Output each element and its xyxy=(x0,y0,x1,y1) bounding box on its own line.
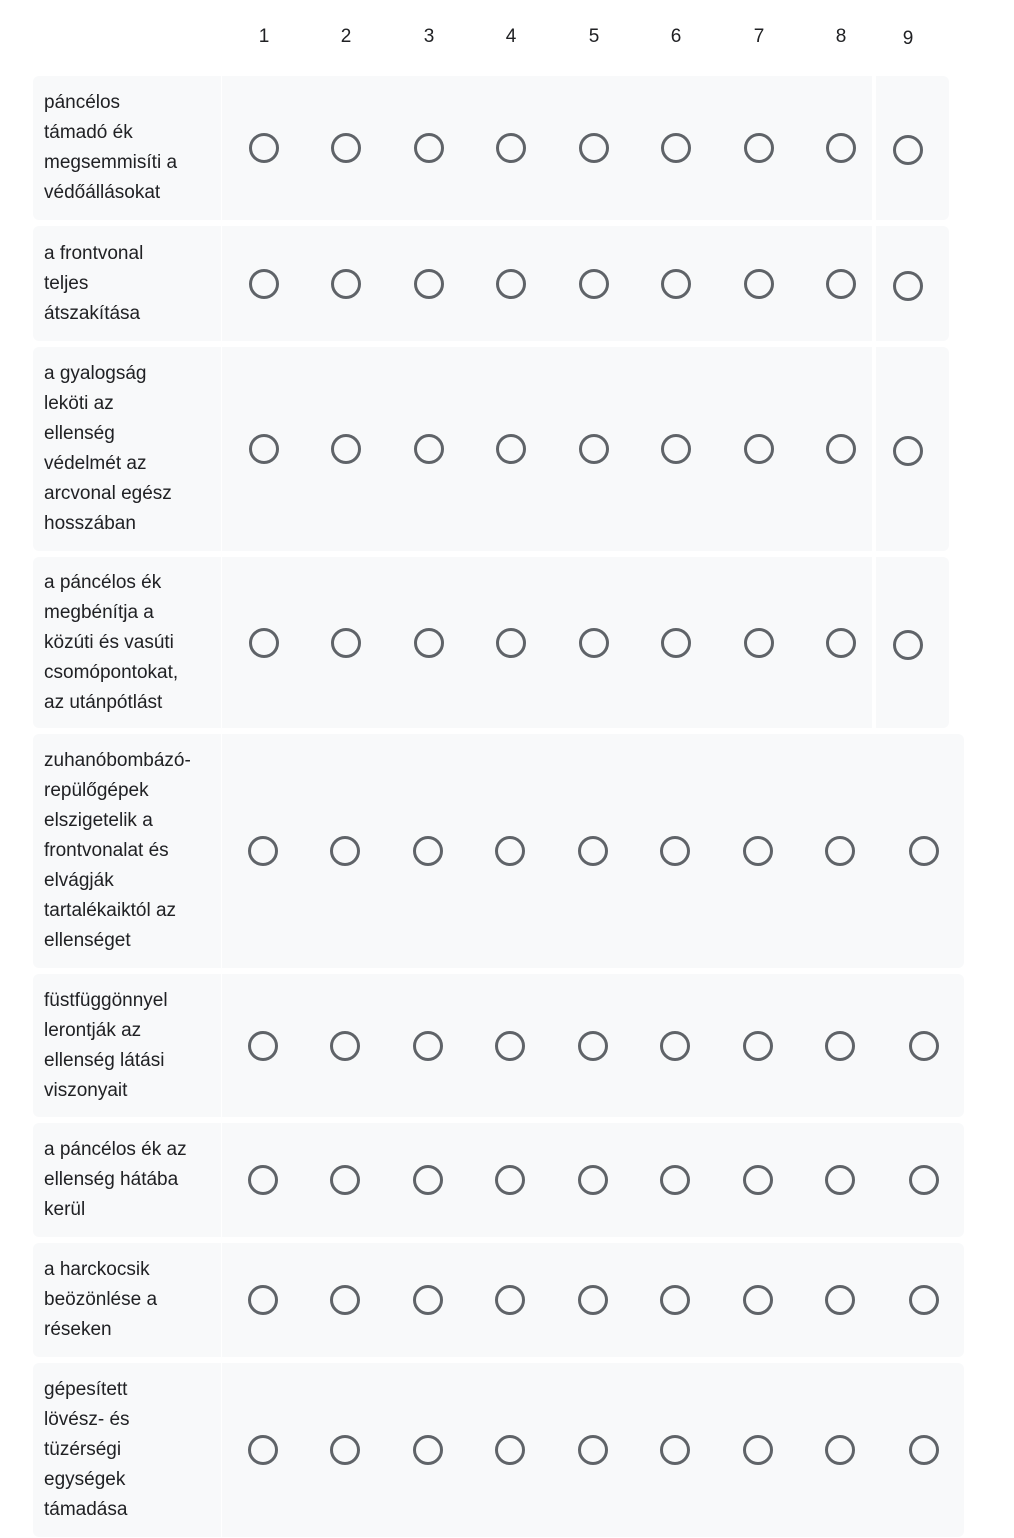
radio-option-9[interactable] xyxy=(893,271,923,301)
radio-option-9[interactable] xyxy=(893,630,923,660)
radio-option-7[interactable] xyxy=(743,836,773,866)
column-header-5: 5 xyxy=(588,26,600,47)
row-options-cell xyxy=(222,76,872,220)
column-header-1: 1 xyxy=(258,26,270,47)
row-label-line: frontvonalat és xyxy=(44,840,169,861)
row-label-cell xyxy=(33,1243,221,1357)
row-label-line: réseken xyxy=(44,1319,112,1340)
grid-row xyxy=(33,1363,964,1537)
row-label-line: páncélos xyxy=(44,92,121,113)
row-label xyxy=(44,1255,217,1345)
row-label-line: a páncélos ék az xyxy=(44,1139,187,1160)
radio-option-8[interactable] xyxy=(825,1435,855,1465)
row-label-line: a gyalogság xyxy=(44,363,147,384)
grid-row xyxy=(33,557,949,728)
radio-option-5[interactable] xyxy=(578,1165,608,1195)
row-label-line: zuhanóbombázó- xyxy=(44,750,191,771)
radio-option-7[interactable] xyxy=(744,133,774,163)
radio-option-1[interactable] xyxy=(249,269,279,299)
radio-option-8[interactable] xyxy=(826,434,856,464)
radio-option-8[interactable] xyxy=(825,1165,855,1195)
row-options-cell xyxy=(222,557,872,728)
row-label-cell xyxy=(33,226,221,341)
radio-option-3[interactable] xyxy=(413,1165,443,1195)
radio-option-7[interactable] xyxy=(744,434,774,464)
row-label-line: elvágják xyxy=(44,870,114,891)
row-label-line: füstfüggönnyel xyxy=(44,990,168,1011)
radio-option-9[interactable] xyxy=(893,135,923,165)
radio-option-1[interactable] xyxy=(248,1031,278,1061)
radio-option-5[interactable] xyxy=(578,1435,608,1465)
row-label-line: elszigetelik a xyxy=(44,810,153,831)
row-label xyxy=(44,1375,217,1525)
row-label-line: átszakítása xyxy=(44,303,141,324)
row-label-line: a frontvonal xyxy=(44,243,144,264)
row-label-line: védelmét az xyxy=(44,453,147,474)
column-header-3: 3 xyxy=(423,26,435,47)
radio-option-9[interactable] xyxy=(909,1031,939,1061)
radio-option-1[interactable] xyxy=(248,1435,278,1465)
row-label xyxy=(44,986,217,1106)
radio-option-5[interactable] xyxy=(578,1285,608,1315)
row-label-line: egységek xyxy=(44,1469,126,1490)
grid-row xyxy=(33,347,949,551)
radio-option-4[interactable] xyxy=(495,1165,525,1195)
radio-option-7[interactable] xyxy=(744,628,774,658)
grid-row xyxy=(33,1123,964,1237)
radio-option-2[interactable] xyxy=(330,836,360,866)
row-label xyxy=(44,746,217,956)
row-label-line: beözönlése a xyxy=(44,1289,158,1310)
radio-option-8[interactable] xyxy=(826,133,856,163)
radio-option-2[interactable] xyxy=(331,434,361,464)
radio-option-6[interactable] xyxy=(660,1435,690,1465)
row-label-line: tüzérségi xyxy=(44,1439,122,1460)
row-label-line: közúti és vasúti xyxy=(44,632,174,653)
row-label-line: kerül xyxy=(44,1199,86,1220)
radio-option-4[interactable] xyxy=(496,269,526,299)
radio-option-2[interactable] xyxy=(331,133,361,163)
row-label-cell xyxy=(33,347,221,551)
radio-option-5[interactable] xyxy=(579,133,609,163)
grid-row xyxy=(33,734,964,968)
grid-row xyxy=(33,1243,964,1357)
radio-option-8[interactable] xyxy=(825,836,855,866)
radio-option-2[interactable] xyxy=(331,269,361,299)
radio-option-4[interactable] xyxy=(495,1285,525,1315)
row-label-cell xyxy=(33,734,221,968)
column-header-8: 8 xyxy=(835,26,847,47)
row-label-line: ellenség látási xyxy=(44,1050,165,1071)
row-label-line: védőállásokat xyxy=(44,182,161,203)
row-label-line: ellenséget xyxy=(44,930,131,951)
row-label-line: viszonyait xyxy=(44,1080,128,1101)
radio-option-6[interactable] xyxy=(661,628,691,658)
radio-option-3[interactable] xyxy=(414,434,444,464)
radio-option-5[interactable] xyxy=(578,836,608,866)
row-label xyxy=(44,239,217,329)
row-label xyxy=(44,568,217,718)
radio-option-3[interactable] xyxy=(414,269,444,299)
column-header-7: 7 xyxy=(753,26,765,47)
row-label xyxy=(44,1135,217,1225)
radio-option-3[interactable] xyxy=(414,628,444,658)
radio-option-5[interactable] xyxy=(578,1031,608,1061)
radio-option-4[interactable] xyxy=(496,628,526,658)
column-header-9: 9 xyxy=(902,28,914,49)
radio-option-1[interactable] xyxy=(249,434,279,464)
radio-option-9[interactable] xyxy=(909,1285,939,1315)
row-options-cell xyxy=(222,226,872,341)
radio-option-1[interactable] xyxy=(248,1165,278,1195)
radio-option-2[interactable] xyxy=(330,1165,360,1195)
grid-row xyxy=(33,974,964,1117)
row-label-line: támadó ék xyxy=(44,122,133,143)
row-options-cell xyxy=(222,347,872,551)
radio-option-6[interactable] xyxy=(660,1031,690,1061)
radio-option-3[interactable] xyxy=(413,1031,443,1061)
radio-option-9[interactable] xyxy=(909,1435,939,1465)
radio-option-2[interactable] xyxy=(330,1031,360,1061)
grid-row xyxy=(33,226,949,341)
radio-option-2[interactable] xyxy=(330,1435,360,1465)
row-label-line: a harckocsik xyxy=(44,1259,150,1280)
radio-option-5[interactable] xyxy=(579,269,609,299)
radio-option-7[interactable] xyxy=(744,269,774,299)
radio-option-6[interactable] xyxy=(661,269,691,299)
radio-option-1[interactable] xyxy=(249,133,279,163)
column-header-2: 2 xyxy=(340,26,352,47)
row-label-cell xyxy=(33,557,221,728)
radio-option-9[interactable] xyxy=(893,436,923,466)
radio-option-1[interactable] xyxy=(248,836,278,866)
row-label-line: a páncélos ék xyxy=(44,572,162,593)
radio-option-7[interactable] xyxy=(743,1031,773,1061)
radio-option-6[interactable] xyxy=(661,434,691,464)
row-label-line: arcvonal egész xyxy=(44,483,172,504)
radio-option-9[interactable] xyxy=(909,836,939,866)
row-label-cell xyxy=(33,76,221,220)
radio-option-5[interactable] xyxy=(579,434,609,464)
row-label-line: ellenség xyxy=(44,423,115,444)
radio-option-4[interactable] xyxy=(496,434,526,464)
column-header-6: 6 xyxy=(670,26,682,47)
row-label-line: gépesített xyxy=(44,1379,128,1400)
row-label-line: ellenség hátába xyxy=(44,1169,179,1190)
radio-option-7[interactable] xyxy=(743,1165,773,1195)
row-label-cell xyxy=(33,1123,221,1237)
radio-option-6[interactable] xyxy=(660,1165,690,1195)
radio-option-9[interactable] xyxy=(909,1165,939,1195)
row-label-line: megsemmisíti a xyxy=(44,152,178,173)
row-label-line: repülőgépek xyxy=(44,780,149,801)
radio-option-4[interactable] xyxy=(495,1435,525,1465)
radio-option-6[interactable] xyxy=(660,1285,690,1315)
radio-option-6[interactable] xyxy=(661,133,691,163)
radio-option-3[interactable] xyxy=(413,836,443,866)
radio-option-3[interactable] xyxy=(413,1285,443,1315)
row-label-line: megbénítja a xyxy=(44,602,154,623)
radio-option-2[interactable] xyxy=(330,1285,360,1315)
row-label xyxy=(44,359,217,539)
radio-option-8[interactable] xyxy=(826,269,856,299)
radio-option-6[interactable] xyxy=(660,836,690,866)
row-label-line: csomópontokat, xyxy=(44,662,179,683)
radio-option-1[interactable] xyxy=(248,1285,278,1315)
radio-option-4[interactable] xyxy=(495,836,525,866)
radio-option-5[interactable] xyxy=(579,628,609,658)
row-label-line: lerontják az xyxy=(44,1020,142,1041)
row-label-cell xyxy=(33,1363,221,1537)
row-label-line: lövész- és xyxy=(44,1409,130,1430)
row-label-line: tartalékaiktól az xyxy=(44,900,177,921)
column-header-4: 4 xyxy=(505,26,517,47)
grid-row xyxy=(33,76,949,220)
radio-option-8[interactable] xyxy=(825,1031,855,1061)
radio-option-7[interactable] xyxy=(743,1435,773,1465)
radio-option-7[interactable] xyxy=(743,1285,773,1315)
row-label xyxy=(44,88,217,208)
row-label-line: hosszában xyxy=(44,513,136,534)
row-label-line: leköti az xyxy=(44,393,114,414)
row-label-cell xyxy=(33,974,221,1117)
radio-option-8[interactable] xyxy=(826,628,856,658)
row-label-line: teljes xyxy=(44,273,89,294)
radio-option-4[interactable] xyxy=(495,1031,525,1061)
row-label-line: az utánpótlást xyxy=(44,692,163,713)
radio-option-4[interactable] xyxy=(496,133,526,163)
radio-option-3[interactable] xyxy=(414,133,444,163)
radio-option-2[interactable] xyxy=(331,628,361,658)
row-label-line: támadása xyxy=(44,1499,128,1520)
radio-option-8[interactable] xyxy=(825,1285,855,1315)
radio-option-3[interactable] xyxy=(413,1435,443,1465)
radio-option-1[interactable] xyxy=(249,628,279,658)
